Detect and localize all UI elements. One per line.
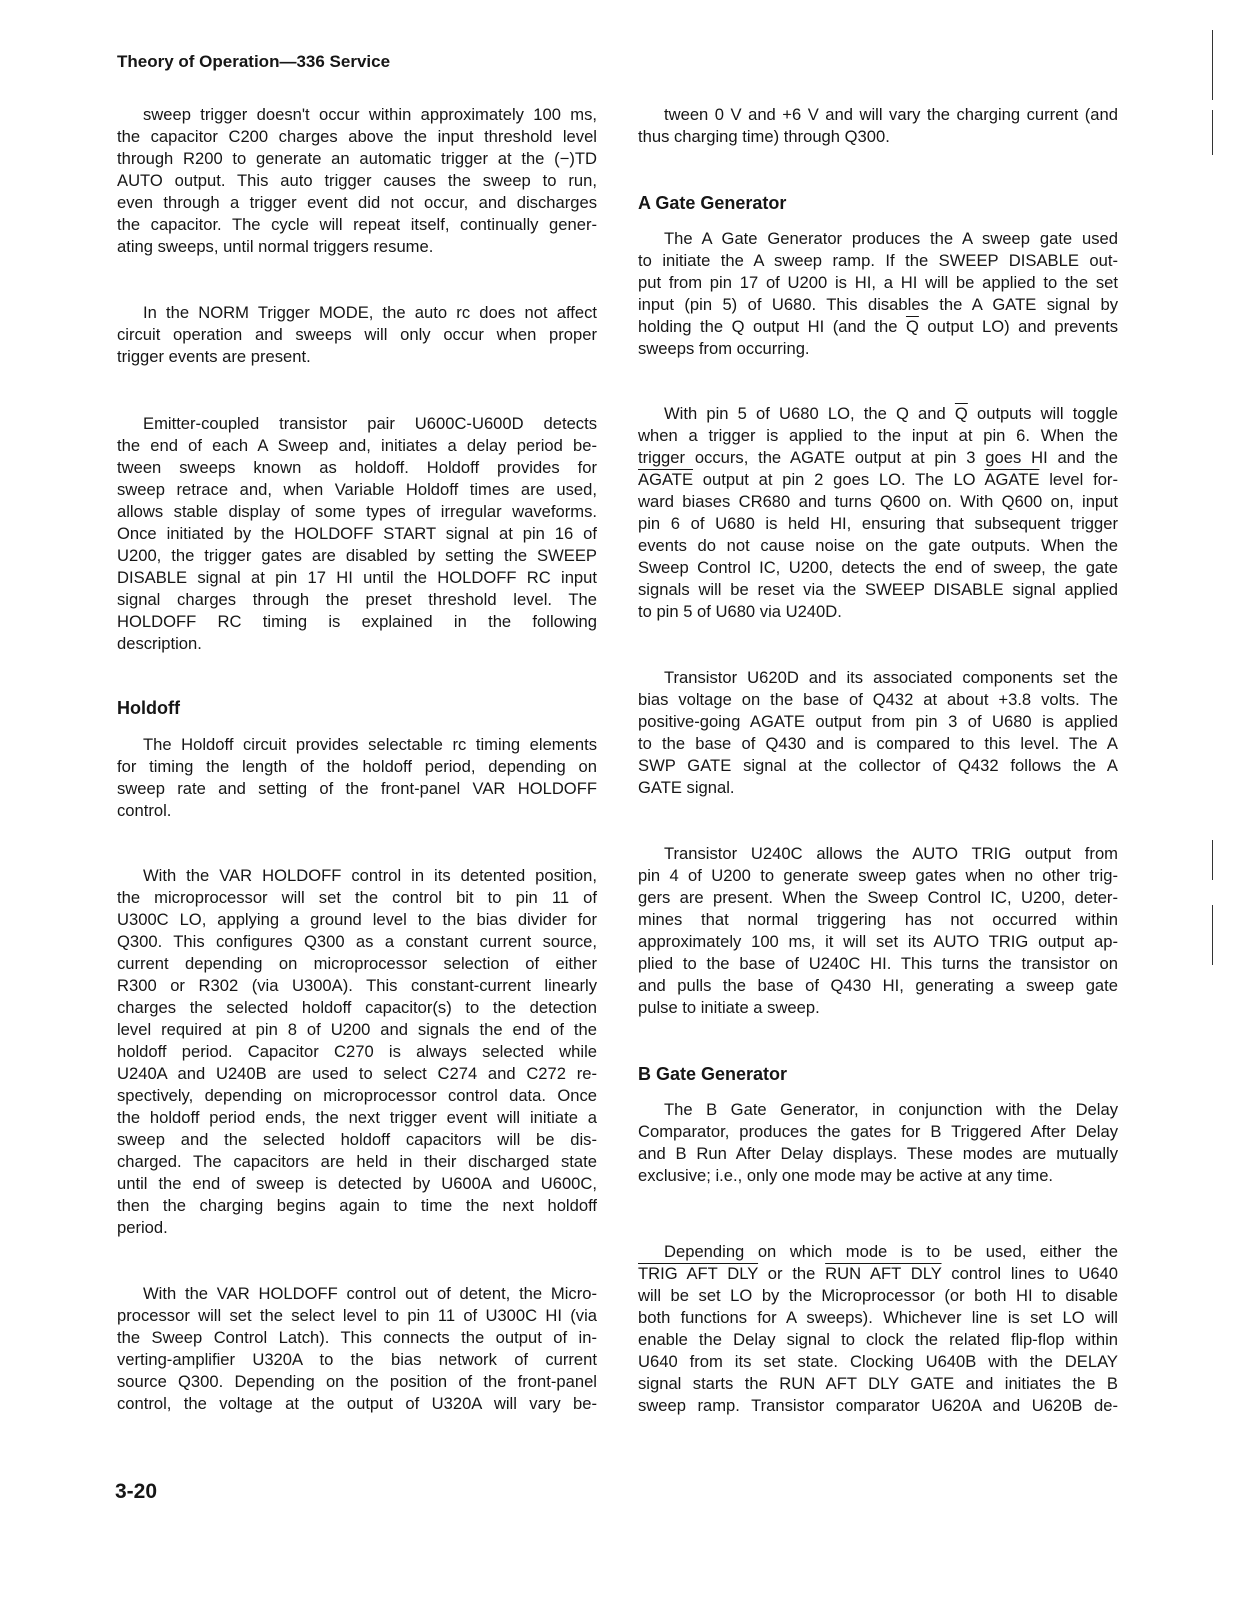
text-line: input (pin 5) of U680. This disables the A GATE signal by	[638, 295, 1118, 314]
text-line: control, the voltage at the output of U320A will vary be-	[117, 1394, 597, 1413]
text-line: HOLDOFF RC timing is explained in the following	[117, 612, 597, 631]
text-line: Transistor U620D and its associated components set the	[664, 668, 1118, 687]
section-heading-b-gate: B Gate Generator	[638, 1064, 788, 1084]
text-line: to pin 5 of U680 via U240D.	[638, 602, 842, 621]
text-line: signal charges through the preset threshold level. The	[117, 590, 597, 609]
paragraph	[638, 403, 1118, 623]
text-line: verting-amplifier U320A to the bias network of current	[117, 1350, 597, 1369]
paragraph	[117, 1283, 597, 1415]
text-line: With the VAR HOLDOFF control in its detented position,	[143, 866, 597, 885]
text-line: approximately 100 ms, it will set its AUTO TRIG output ap-	[638, 932, 1118, 951]
section-heading-holdoff: Holdoff	[117, 698, 180, 718]
text-line: sweep and the selected holdoff capacitors will be dis-	[117, 1130, 597, 1149]
text-line: Depending on which mode is to be used, either the	[664, 1242, 1118, 1261]
overlined-signal: TRIG AFT DLY	[638, 1264, 759, 1283]
text-line: and B Run After Delay displays. These modes are mutually	[638, 1144, 1118, 1163]
text-line: the microprocessor will set the control bit to pin 11 of	[117, 888, 597, 907]
overlined-signal: RUN AFT DLY	[825, 1264, 942, 1283]
paragraph	[117, 865, 597, 1239]
text-line: The Holdoff circuit provides selectable rc timing elements	[143, 735, 597, 754]
page-number: 3-20	[115, 1480, 158, 1503]
text-line: exclusive; i.e., only one mode may be active at any time.	[638, 1166, 1054, 1185]
text-line: processor will set the select level to pin 11 of U300C HI (via	[117, 1306, 597, 1325]
text-line: and pulls the base of Q430 HI, generating a sweep gate	[638, 976, 1118, 995]
paragraph	[117, 104, 597, 258]
section-heading-a-gate: A Gate Generator	[638, 193, 787, 213]
overlined-signal: AGATE	[984, 470, 1040, 489]
text-line: when a trigger is applied to the input at pin 6. When the	[638, 426, 1118, 445]
text-line: GATE signal.	[638, 778, 735, 797]
text-line: trigger occurs, the AGATE output at pin 3 goes HI and the	[638, 448, 1118, 467]
text-line: description.	[117, 634, 202, 653]
text-line: Transistor U240C allows the AUTO TRIG output from	[664, 844, 1118, 863]
paragraph	[638, 228, 1118, 360]
text-line: the Sweep Control Latch). This connects the output of in-	[117, 1328, 597, 1347]
text-line: With the VAR HOLDOFF control out of detent, the Micro-	[143, 1284, 597, 1303]
text-line: enable the Delay signal to clock the related flip-flop within	[638, 1330, 1118, 1349]
text-line: ating sweeps, until normal triggers resume.	[117, 237, 434, 256]
text-line: In the NORM Trigger MODE, the auto rc does not affect	[143, 303, 597, 322]
text-line: Q300. This configures Q300 as a constant current source,	[117, 932, 597, 951]
text-line: pin 6 of U680 is held HI, ensuring that subsequent trigger	[638, 514, 1118, 533]
text-line: thus charging time) through Q300.	[638, 127, 890, 146]
scan-edge-mark	[1212, 30, 1213, 100]
text-line: tween sweeps known as holdoff. Holdoff provides for	[117, 458, 597, 477]
text-line: events do not cause noise on the gate outputs. When the	[638, 536, 1118, 555]
text-line: signals will be reset via the SWEEP DISABLE signal applied	[638, 580, 1118, 599]
text-line: gers are present. When the Sweep Control IC, U200, deter-	[638, 888, 1118, 907]
text-line: to the base of Q430 and is compared to this level. The A	[638, 734, 1118, 753]
text-line: pulse to initiate a sweep.	[638, 998, 820, 1017]
text-line: Comparator, produces the gates for B Triggered After Delay	[638, 1122, 1118, 1141]
text-line: Emitter-coupled transistor pair U600C-U600D detects	[143, 414, 597, 433]
text-line: U640 from its set state. Clocking U640B with the DELAY	[638, 1352, 1118, 1371]
text-line: charged. The capacitors are held in their discharged state	[117, 1152, 597, 1171]
text-line: sweeps from occurring.	[638, 339, 810, 358]
text-line: With pin 5 of U680 LO, the Q and $\overline{Q}$ outputs will toggle	[664, 404, 1118, 423]
text-line: bias voltage on the base of Q432 at about +3.8 volts. The	[638, 690, 1118, 709]
paragraph	[638, 104, 1118, 148]
text-line: ward biases CR680 and turns Q600 on. With Q600 on, input	[638, 492, 1118, 511]
paragraph	[117, 734, 597, 822]
text-line: plied to the base of U240C HI. This turns the transistor on	[638, 954, 1118, 973]
text-line: mines that normal triggering has not occurred within	[638, 910, 1118, 929]
text-line: the end of each A Sweep and, initiates a delay period be-	[117, 436, 597, 455]
paragraph	[117, 302, 597, 368]
scan-edge-mark	[1212, 905, 1213, 965]
text-line: even through a trigger event did not occur, and discharges	[117, 193, 597, 212]
overlined-signal: AGATE	[638, 470, 694, 489]
paragraph	[638, 1241, 1118, 1417]
text-line: for timing the length of the holdoff period, depending on	[117, 757, 597, 776]
text-line: AUTO output. This auto trigger causes the sweep to run,	[117, 171, 597, 190]
text-line: holding the Q output HI (and the $\overline{Q}$ output LO) and prevents	[638, 317, 1118, 336]
text-line: SWP GATE signal at the collector of Q432 follows the A	[638, 756, 1118, 775]
text-line: pin 4 of U200 to generate sweep gates when no other trig-	[638, 866, 1118, 885]
overlined-signal: $\overline{Q}$	[954, 404, 968, 423]
text-line: sweep rate and setting of the front-panel VAR HOLDOFF	[117, 779, 597, 798]
text-line: period.	[117, 1218, 168, 1237]
text-line: DISABLE signal at pin 17 HI until the HOLDOFF RC input	[117, 568, 597, 587]
text-line: charges the selected holdoff capacitor(s) to the detection	[117, 998, 597, 1017]
text-line: then the charging begins again to time the next holdoff	[117, 1196, 597, 1215]
text-line: Sweep Control IC, U200, detects the end of sweep, the gate	[638, 558, 1118, 577]
text-line: to initiate the A sweep ramp. If the SWEEP DISABLE out-	[638, 251, 1118, 270]
text-line: until the end of sweep is detected by U600A and U600C,	[117, 1174, 597, 1193]
text-line: sweep retrace and, when Variable Holdoff times are used,	[117, 480, 597, 499]
text-line: Once initiated by the HOLDOFF START signal at pin 16 of	[117, 524, 597, 543]
text-line: The A Gate Generator produces the A sweep gate used	[664, 229, 1118, 248]
text-line: R300 or R302 (via U300A). This constant-current linearly	[117, 976, 597, 995]
text-line: both functions for A sweeps). Whichever line is set LO will	[638, 1308, 1118, 1327]
text-line: allows stable display of some types of irregular waveforms.	[117, 502, 597, 521]
text-line: The B Gate Generator, in conjunction with the Delay	[664, 1100, 1118, 1119]
text-line: sweep ramp. Transistor comparator U620A and U620B de-	[638, 1396, 1118, 1415]
text-line: will be set LO by the Microprocessor (or both HI to disable	[638, 1286, 1118, 1305]
text-line: U240A and U240B are used to select C274 and C272 re-	[117, 1064, 597, 1083]
text-line: tween 0 V and +6 V and will vary the charging current (and	[664, 105, 1118, 124]
text-line: holdoff period. Capacitor C270 is always selected while	[117, 1042, 597, 1061]
paragraph	[638, 667, 1118, 799]
text-line: circuit operation and sweeps will only occur when proper	[117, 325, 597, 344]
text-line: U200, the trigger gates are disabled by setting the SWEEP	[117, 546, 597, 565]
text-line: the holdoff period ends, the next trigger event will initiate a	[117, 1108, 597, 1127]
text-line: AGATE output at pin 2 goes LO. The LO AGATE level for-	[638, 470, 1118, 489]
text-line: source Q300. Depending on the position of the front-panel	[117, 1372, 597, 1391]
text-line: control.	[117, 801, 172, 820]
running-header: Theory of Operation—336 Service	[117, 52, 391, 71]
text-line: put from pin 17 of U200 is HI, a HI will be applied to the set	[638, 273, 1118, 292]
text-line: positive-going AGATE output from pin 3 of U680 is applied	[638, 712, 1118, 731]
paragraph	[638, 843, 1118, 1019]
text-line: the capacitor C200 charges above the input threshold level	[117, 127, 597, 146]
text-line: through R200 to generate an automatic trigger at the (−)TD	[117, 149, 597, 168]
text-line: current depending on microprocessor selection of either	[117, 954, 597, 973]
text-line: spectively, depending on microprocessor control data. Once	[117, 1086, 597, 1105]
text-line: sweep trigger doesn't occur within approximately 100 ms,	[143, 105, 597, 124]
text-line: the capacitor. The cycle will repeat itself, continually gener-	[117, 215, 597, 234]
paragraph	[117, 413, 597, 655]
text-line: level required at pin 8 of U200 and signals the end of the	[117, 1020, 597, 1039]
text-line: U300C LO, applying a ground level to the bias divider for	[117, 910, 597, 929]
scan-edge-mark	[1212, 110, 1213, 155]
text-line: trigger events are present.	[117, 347, 311, 366]
text-line: signal starts the RUN AFT DLY GATE and initiates the B	[638, 1374, 1118, 1393]
overlined-signal: $\overline{Q}$	[905, 317, 919, 336]
scan-edge-mark	[1212, 840, 1213, 880]
text-line: TRIG AFT DLY or the RUN AFT DLY control lines to U640	[638, 1264, 1119, 1283]
paragraph	[638, 1099, 1118, 1187]
